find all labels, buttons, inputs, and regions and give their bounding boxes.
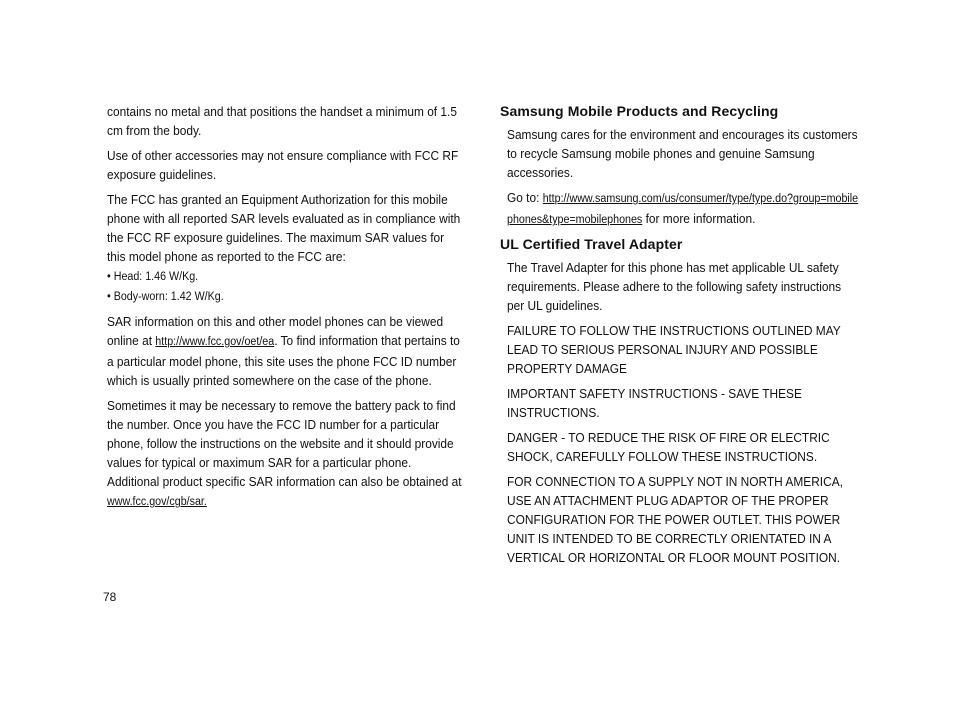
paragraph: FOR CONNECTION TO A SUPPLY NOT IN NORTH AMERICA, USE AN ATTACHMENT PLUG ADAPTOR OF THE PROPER CONFIGURATION FOR THE POWER OUTLET. THIS POWER UNIT IS INTENDED TO BE CORRECTLY ORIENTATED IN A VERTICAL OR HORIZONTAL OR FLOOR MOUNT POSITION.: [507, 474, 843, 565]
text: SAR information on this and other model phones can be viewed online at: [107, 314, 444, 348]
paragraph: [507, 188, 860, 230]
ul-adapter-section: [507, 258, 862, 567]
fcc-sar-link[interactable]: www.fcc.gov/cgb/sar.: [107, 496, 207, 508]
recycling-section: [507, 125, 862, 230]
paragraph: Use of other accessories may not ensure compliance with FCC RF exposure guidelines.: [107, 148, 459, 182]
paragraph: [107, 396, 463, 512]
paragraph: The FCC has granted an Equipment Authorization for this mobile phone with all reported SAR levels evaluated as in compliance with the FCC RF exposure guidelines. The maximum SAR values for this model phone as reported to the FCC are:: [107, 192, 461, 264]
page-number: 78: [103, 590, 117, 604]
fcc-oet-link[interactable]: http://www.fcc.gov/oet/ea: [155, 336, 275, 348]
paragraph: Samsung cares for the environment and encourages its customers to recycle Samsung mobile phones and genuine Samsung accessories.: [507, 127, 858, 180]
paragraph: [107, 312, 463, 390]
paragraph: The Travel Adapter for this phone has met applicable UL safety requirements. Please adhere to the following safety instructions per UL guidelines.: [507, 260, 842, 313]
section-heading-recycling: Samsung Mobile Products and Recycling: [500, 103, 779, 119]
sar-body-bullet: • Body-worn: 1.42 W/Kg.: [107, 291, 224, 303]
left-column: [107, 102, 465, 518]
section-heading-ul-adapter: UL Certified Travel Adapter: [500, 236, 683, 252]
paragraph: IMPORTANT SAFETY INSTRUCTIONS - SAVE THESE INSTRUCTIONS.: [507, 386, 802, 420]
sar-head-bullet: • Head: 1.46 W/Kg.: [107, 271, 199, 283]
text: . To find information that pertains to a particular model phone, this site uses the phone FCC ID number which is usually printed somewhere on the case of the phone.: [107, 333, 460, 388]
right-column: [500, 101, 862, 573]
text: for more information.: [642, 211, 756, 226]
paragraph: DANGER - TO REDUCE THE RISK OF FIRE OR ELECTRIC SHOCK, CAREFULLY FOLLOW THESE INSTRUCTIONS.: [507, 430, 830, 464]
paragraph: FAILURE TO FOLLOW THE INSTRUCTIONS OUTLINED MAY LEAD TO SERIOUS PERSONAL INJURY AND POSSIBLE PROPERTY DAMAGE: [507, 323, 841, 376]
text: Go to:: [507, 190, 543, 205]
text: Sometimes it may be necessary to remove the battery pack to find the number. Once you have the FCC ID number for a particular phone, follow the instructions on the website and it should provide values for typical or maximum SAR for a particular phone. Additional product specific SAR information can also be obtained at: [107, 398, 462, 489]
paragraph: contains no metal and that positions the handset a minimum of 1.5 cm from the body.: [107, 104, 457, 138]
samsung-recycling-link[interactable]: http://www.samsung.com/us/consumer/type/type.do?group=mobilephones&type=mobilephones: [507, 193, 859, 226]
